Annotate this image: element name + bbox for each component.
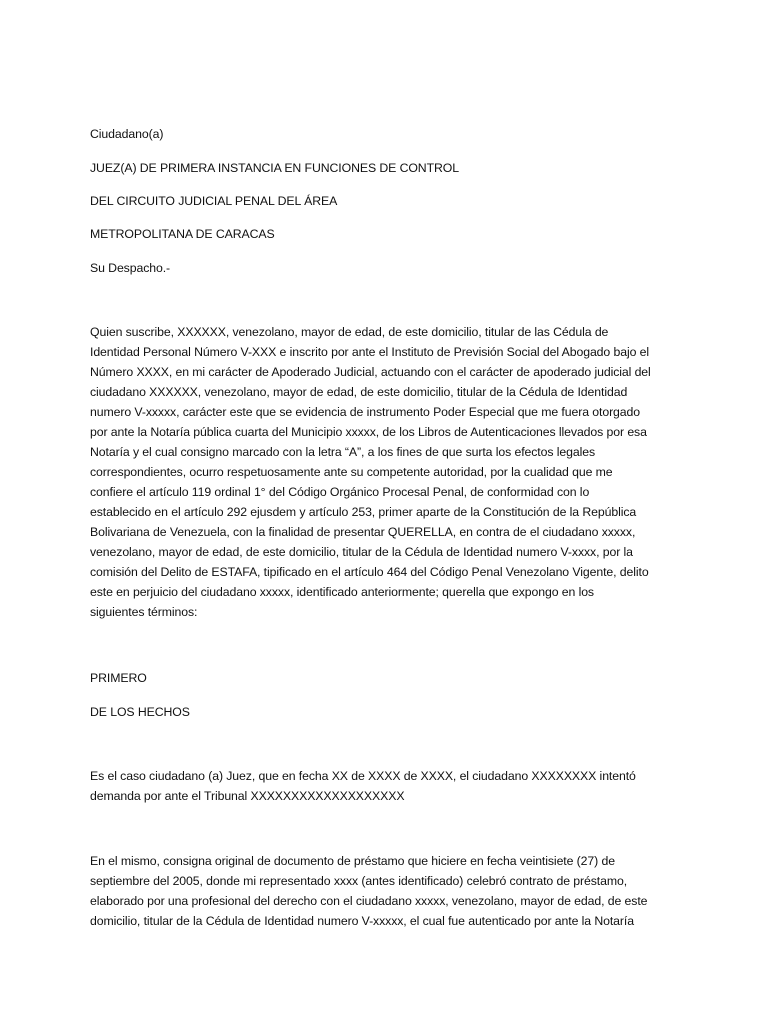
paragraph-line: ciudadano XXXXXX, venezolano, mayor de edad, de este domicilio, titular de la Cédula de Identidad	[90, 385, 628, 399]
paragraph-line: Bolivariana de Venezuela, con la finalidad de presentar QUERELLA, en contra de el ciudadano xxxxx,	[90, 525, 636, 539]
paragraph-line: numero V-xxxxx, carácter este que se evidencia de instrumento Poder Especial que me fuera otorgado	[90, 405, 641, 419]
paragraph-line: Notaría y el cual consigno marcado con la letra “A”, a los fines de que surta los efectos legales	[90, 445, 595, 459]
paragraph-line: correspondientes, ocurro respetuosamente ante su competente autoridad, por la cualidad que me	[90, 465, 613, 479]
paragraph-line: elaborado por una profesional del derecho con el ciudadano xxxxx, venezolano, mayor de edad, de este	[90, 894, 648, 908]
paragraph-line: En el mismo, consigna original de documento de préstamo que hiciere en fecha veintisiete (27) de	[90, 854, 615, 868]
section-number: PRIMERO	[90, 671, 147, 685]
paragraph-line: Número XXXX, en mi carácter de Apoderado Judicial, actuando con el carácter de apoderado judicial del	[90, 365, 651, 379]
paragraph-line: siguientes términos:	[90, 605, 198, 619]
paragraph-line: demanda por ante el Tribunal XXXXXXXXXXXXXXXXXXX	[90, 789, 405, 803]
document-page	[90, 0, 680, 1024]
paragraph-line: por ante la Notaría pública cuarta del Municipio xxxxx, de los Libros de Autenticaciones llevados por esa	[90, 425, 647, 439]
paragraph-line: domicilio, titular de la Cédula de Identidad numero V-xxxxx, el cual fue autenticado por ante la Notaría	[90, 914, 634, 928]
paragraph-line: comisión del Delito de ESTAFA, tipificado en el artículo 464 del Código Penal Venezolano Vigente, delito	[90, 565, 649, 579]
paragraph-line: septiembre del 2005, donde mi representado xxxx (antes identificado) celebró contrato de préstamo,	[90, 874, 628, 888]
paragraph-line: Quien suscribe, XXXXXX, venezolano, mayor de edad, de este domicilio, titular de las Cédula de	[90, 325, 609, 339]
addressee-line-2: DEL CIRCUITO JUDICIAL PENAL DEL ÁREA	[90, 194, 338, 208]
paragraph-line: Es el caso ciudadano (a) Juez, que en fecha XX de XXXX de XXXX, el ciudadano XXXXXXXX intentó	[90, 769, 636, 783]
salutation: Ciudadano(a)	[90, 127, 164, 141]
paragraph-line: establecido en el artículo 292 ejusdem y artículo 253, primer aparte de la Constitución de la República	[90, 505, 637, 519]
addressee-line-1: JUEZ(A) DE PRIMERA INSTANCIA EN FUNCIONES DE CONTROL	[90, 161, 459, 175]
paragraph-line: confiere el artículo 119 ordinal 1° del Código Orgánico Procesal Penal, de conformidad con lo	[90, 485, 590, 499]
section-title: DE LOS HECHOS	[90, 705, 190, 719]
intro-paragraph	[90, 322, 682, 622]
addressee-line-3: METROPOLITANA DE CARACAS	[90, 227, 275, 241]
closing-line: Su Despacho.-	[90, 261, 171, 275]
facts-paragraph-2	[90, 851, 682, 931]
facts-paragraph-1	[90, 766, 682, 806]
paragraph-line: venezolano, mayor de edad, de este domicilio, titular de la Cédula de Identidad numero V-xxxx, por la	[90, 545, 633, 559]
paragraph-line: este en perjuicio del ciudadano xxxxx, identificado anteriormente; querella que expongo en los	[90, 585, 594, 599]
paragraph-line: Identidad Personal Número V-XXX e inscrito por ante el Instituto de Previsión Social del Abogado bajo el	[90, 345, 650, 359]
